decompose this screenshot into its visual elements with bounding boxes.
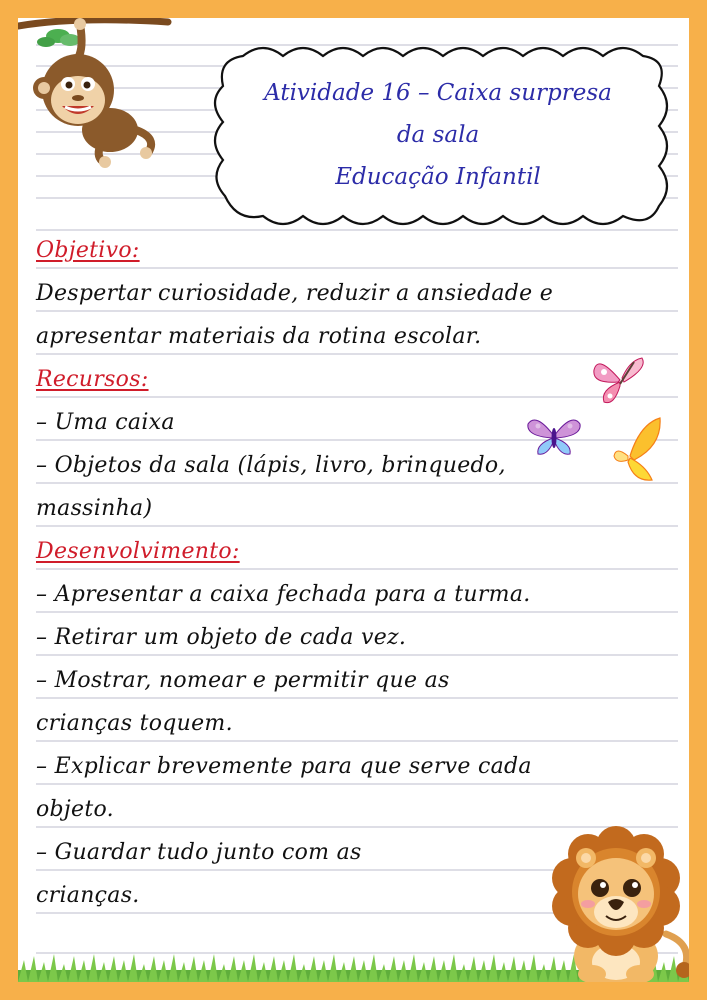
desenvolvimento-heading: Desenvolvimento:	[36, 539, 240, 564]
desenvolvimento-line-4: crianças toquem.	[36, 711, 233, 736]
objetivo-heading: Objetivo:	[36, 238, 140, 263]
desenvolvimento-line-6: objeto.	[36, 797, 114, 822]
lion-illustration	[544, 824, 689, 982]
recursos-line-1: – Uma caixa	[36, 410, 175, 435]
desenvolvimento-line-1: – Apresentar a caixa fechada para a turma.	[36, 582, 531, 607]
desenvolvimento-line-7: – Guardar tudo junto com as	[36, 840, 362, 865]
title-line-1: Atividade 16 – Caixa surpresa	[264, 80, 612, 106]
butterfly-icon	[526, 414, 582, 458]
desenvolvimento-line-8: crianças.	[36, 883, 140, 908]
objetivo-line-1: Despertar curiosidade, reduzir a ansiedade e	[36, 281, 554, 306]
recursos-line-2: – Objetos da sala (lápis, livro, brinquedo,	[36, 453, 506, 478]
desenvolvimento-line-5: – Explicar brevemente para que serve cada	[36, 754, 532, 779]
worksheet-page	[18, 18, 689, 982]
desenvolvimento-line-2: – Retirar um objeto de cada vez.	[36, 625, 407, 650]
recursos-line-3: massinha)	[36, 496, 153, 521]
objetivo-line-2: apresentar materiais da rotina escolar.	[36, 324, 482, 349]
recursos-heading: Recursos:	[36, 367, 149, 392]
butterfly-icon	[590, 350, 650, 410]
title-line-3: Educação Infantil	[335, 164, 541, 190]
title-line-2: da sala	[396, 122, 480, 148]
butterfly-icon	[610, 416, 666, 486]
desenvolvimento-line-3: – Mostrar, nomear e permitir que as	[36, 668, 450, 693]
